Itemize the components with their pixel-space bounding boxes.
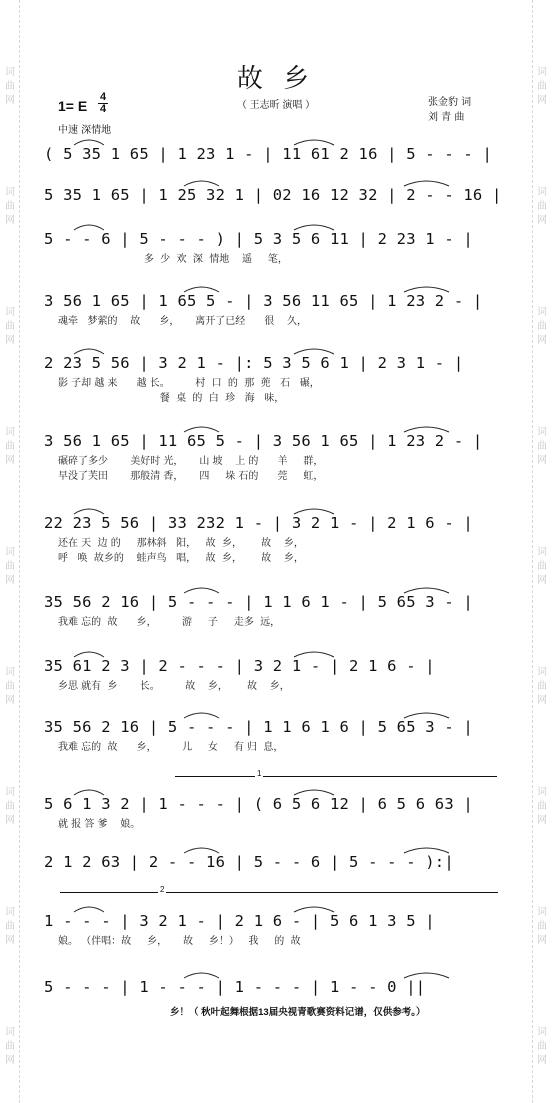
slur	[184, 848, 219, 853]
watermark-char: 网	[5, 95, 15, 106]
watermark-char: 网	[5, 815, 15, 826]
watermark-char: 词	[537, 907, 547, 918]
watermark-char: 网	[5, 335, 15, 346]
lyric-line: 影 子却 越 来 越 长。 村 口 的 那 蔸 石 碾，	[58, 378, 320, 389]
slur	[404, 181, 449, 186]
watermark-char: 曲	[537, 801, 547, 812]
watermark-char: 词	[5, 787, 15, 798]
lyric-line: 乡思 就有 乡 长。 故 乡， 故 乡，	[58, 681, 290, 692]
staff-notes: 35 61 2 3 | 2 - - - | 3 2 1 - | 2 1 6 - |	[44, 657, 435, 675]
watermark-char: 曲	[537, 921, 547, 932]
watermark-char: 曲	[5, 201, 15, 212]
tempo-marking: 中速 深情地	[58, 125, 112, 136]
lyric-line: 魂牵 梦萦的 故 乡， 离开了已经 很 久，	[58, 316, 308, 327]
watermark-char: 曲	[537, 561, 547, 572]
lyric-line: 娘。 （伴唱：故 乡， 故 乡！） 我 的 故	[58, 936, 301, 947]
lyric-line: 早没了芙田 那般清 香， 四 垛 石的 莞 虹，	[58, 471, 324, 482]
staff-notes: 1 - - - | 3 2 1 - | 2 1 6 - | 5 6 1 3 5 |	[44, 912, 435, 930]
slur	[404, 973, 449, 978]
watermark-char: 曲	[537, 201, 547, 212]
slur	[184, 588, 219, 593]
watermark-char: 网	[537, 335, 547, 346]
watermark-char: 词	[537, 67, 547, 78]
watermark-char: 曲	[5, 1041, 15, 1052]
slur-marks	[44, 218, 504, 232]
slur	[74, 790, 104, 795]
slur-marks	[44, 841, 504, 855]
slur	[74, 907, 104, 912]
watermark-char: 网	[537, 935, 547, 946]
watermark-char: 网	[5, 695, 15, 706]
watermark-char: 词	[537, 307, 547, 318]
slur-marks	[44, 342, 504, 356]
watermark-char: 网	[537, 95, 547, 106]
staff-notes: 5 6 1 3 2 | 1 - - - | ( 6 5 6 12 | 6 5 6 63 |	[44, 795, 473, 813]
watermark-char: 曲	[537, 681, 547, 692]
volta-label-first: 1	[257, 769, 262, 778]
watermark-char: 曲	[5, 81, 15, 92]
slur	[184, 973, 219, 978]
slur	[404, 713, 449, 718]
watermark-char: 曲	[537, 1041, 547, 1052]
watermark-char: 网	[537, 1055, 547, 1066]
lyric-line: 多 少 欢 深 情地 遥 笔，	[58, 254, 288, 265]
slur	[294, 790, 334, 795]
credits-block	[428, 95, 471, 125]
watermark-char: 词	[5, 187, 15, 198]
watermark-char: 曲	[5, 561, 15, 572]
watermark-char: 词	[537, 787, 547, 798]
slur	[404, 588, 449, 593]
slur	[184, 181, 219, 186]
staff-notes: ( 5 35 1 65 | 1 23 1 - | 11 61 2 16 | 5 - - - |	[44, 145, 492, 163]
watermark-char: 词	[5, 307, 15, 318]
right-watermark-strip	[532, 0, 552, 1103]
staff-notes: 3 56 1 65 | 1 65 5 - | 3 56 11 65 | 1 23 2 - |	[44, 292, 483, 310]
slur	[74, 140, 104, 145]
watermark-char: 词	[5, 907, 15, 918]
volta-bracket-second	[60, 885, 498, 894]
watermark-char: 词	[537, 547, 547, 558]
slur	[404, 427, 449, 432]
watermark-char: 词	[5, 1027, 15, 1038]
volta-label-second: 2	[160, 885, 165, 894]
slur	[294, 907, 334, 912]
slur-marks	[44, 174, 504, 188]
watermark-char: 曲	[5, 801, 15, 812]
slur	[74, 509, 104, 514]
slur-marks	[44, 900, 504, 914]
staff-notes: 22 23 5 56 | 33 232 1 - | 3 2 1 - | 2 1 6 - |	[44, 514, 473, 532]
staff-notes: 5 - - 6 | 5 - - - ) | 5 3 5 6 11 | 2 23 1 - |	[44, 230, 473, 248]
slur	[184, 427, 219, 432]
slur	[74, 225, 104, 230]
watermark-char: 网	[537, 455, 547, 466]
watermark-char: 网	[537, 695, 547, 706]
staff-notes: 3 56 1 65 | 11 65 5 - | 3 56 1 65 | 1 23 2 - |	[44, 432, 483, 450]
time-signature	[97, 92, 109, 115]
slur	[294, 225, 334, 230]
right-dashed-rule	[532, 0, 533, 1103]
lyric-line: 就 报 答 爹 娘。	[58, 819, 141, 830]
watermark-char: 词	[537, 667, 547, 678]
lyric-line: 我难 忘的 故 乡， 游 子 走多 远，	[58, 617, 281, 628]
watermark-char: 曲	[5, 441, 15, 452]
left-dashed-rule	[19, 0, 20, 1103]
watermark-char: 网	[5, 215, 15, 226]
watermark-char: 曲	[5, 921, 15, 932]
watermark-char: 网	[537, 575, 547, 586]
watermark-char: 词	[5, 67, 15, 78]
staff-notes: 2 23 5 56 | 3 2 1 - |: 5 3 5 6 1 | 2 3 1 - |	[44, 354, 464, 372]
watermark-char: 曲	[5, 321, 15, 332]
slur-marks	[44, 581, 504, 595]
slur	[294, 349, 334, 354]
staff-notes: 35 56 2 16 | 5 - - - | 1 1 6 1 6 | 5 65 3 - |	[44, 718, 473, 736]
lyric-line: 呼 唤 故乡的 蛙声鸟 唱， 故 乡， 故 乡，	[58, 553, 304, 564]
slur-marks	[44, 966, 504, 980]
watermark-char: 网	[537, 215, 547, 226]
staff-notes: 5 - - - | 1 - - - | 1 - - - | 1 - - 0 ||	[44, 978, 426, 996]
slur-marks	[44, 420, 504, 434]
slur	[184, 287, 219, 292]
lyric-line: 碾碎了多少 美好时 光， 山 坡 上 的 羊 群，	[58, 456, 324, 467]
slur	[404, 848, 449, 853]
lyric-line: 我难 忘的 故 乡， 儿 女 有 归 息，	[58, 742, 284, 753]
watermark-char: 词	[537, 1027, 547, 1038]
watermark-char: 曲	[537, 321, 547, 332]
singer-credit: （ 王志昕 演唱 ）	[236, 100, 316, 111]
slur	[184, 713, 219, 718]
key-signature: 1= E	[58, 98, 88, 114]
composer-credit: 刘 青 曲	[428, 112, 465, 123]
watermark-char: 词	[5, 427, 15, 438]
watermark-char: 词	[537, 187, 547, 198]
volta-bracket-first	[175, 769, 497, 778]
staff-notes: 5 35 1 65 | 1 25 32 1 | 02 16 12 32 | 2 - - 16 |	[44, 186, 502, 204]
footnote: 乡！（ 秋叶起舞根据13届央视青歌赛资料记谱，仅供参考。）	[170, 1007, 426, 1018]
staff-notes: 2 1 2 63 | 2 - - 16 | 5 - - 6 | 5 - - - ):|	[44, 853, 454, 871]
meter-bottom: 4	[99, 103, 107, 115]
slur	[294, 652, 334, 657]
slur-marks	[44, 133, 504, 147]
slur	[74, 349, 104, 354]
staff-notes: 35 56 2 16 | 5 - - - | 1 1 6 1 - | 5 65 3 - |	[44, 593, 473, 611]
watermark-char: 词	[5, 667, 15, 678]
watermark-char: 曲	[537, 81, 547, 92]
watermark-char: 曲	[537, 441, 547, 452]
slur-marks	[44, 645, 504, 659]
slur	[404, 287, 449, 292]
watermark-char: 网	[5, 575, 15, 586]
watermark-char: 曲	[5, 681, 15, 692]
slur	[294, 509, 334, 514]
slur-marks	[44, 783, 504, 797]
watermark-char: 网	[537, 815, 547, 826]
lyric-line: 还在 天 边 的 那林斜 阳， 故 乡， 故 乡，	[58, 538, 304, 549]
slur	[74, 652, 104, 657]
watermark-char: 网	[5, 935, 15, 946]
meter-top: 4	[99, 91, 107, 103]
watermark-char: 网	[5, 1055, 15, 1066]
slur-marks	[44, 706, 504, 720]
left-watermark-strip	[0, 0, 20, 1103]
lyricist-credit: 张金豹 词	[428, 97, 472, 108]
slur-marks	[44, 280, 504, 294]
slur-marks	[44, 502, 504, 516]
watermark-char: 词	[537, 427, 547, 438]
slur	[294, 140, 334, 145]
song-title: 故 乡	[236, 64, 316, 94]
watermark-char: 网	[5, 455, 15, 466]
lyric-line: 餐 桌 的 白 珍 海 味，	[58, 393, 285, 404]
watermark-char: 词	[5, 547, 15, 558]
